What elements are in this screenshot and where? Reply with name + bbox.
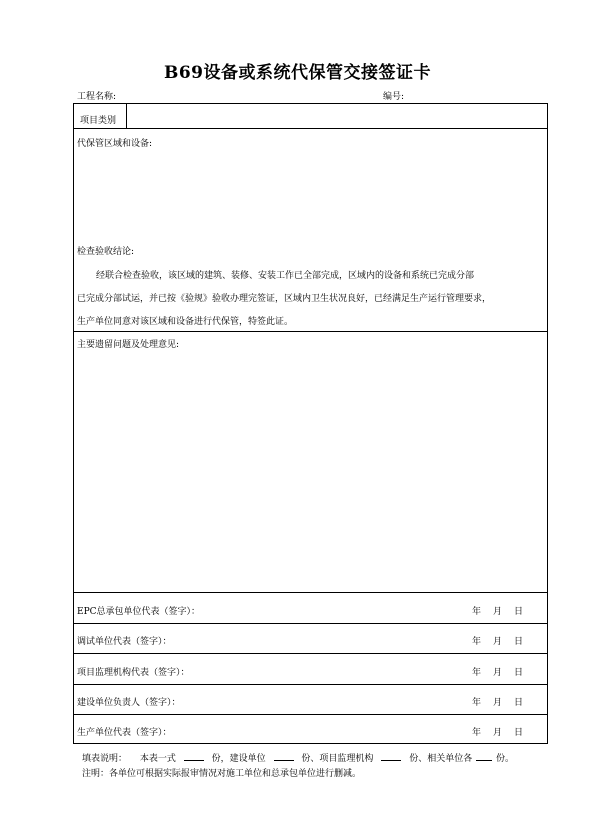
divider	[74, 684, 547, 685]
form-title: B69设备或系统代保管交接签证卡	[163, 63, 432, 83]
note-prefix: 填表说明：	[82, 754, 128, 764]
copies-total-blank[interactable]	[184, 751, 204, 761]
date-owner: 年 月 日	[471, 698, 523, 708]
conclusion-label: 检查验收结论:	[77, 247, 135, 257]
date-epc: 年 月 日	[471, 607, 523, 617]
divider	[74, 623, 547, 624]
signature-production: 生产单位代表（签字）：	[77, 728, 172, 738]
divider	[74, 128, 547, 129]
conclusion-line-2: 已完成分部试运，并已按《验规》验收办理完签证，区域内卫生状况良好，已经满足生产运行管理要求，	[77, 294, 492, 304]
copies-supervision-blank[interactable]	[381, 751, 401, 761]
issues-label: 主要遗留问题及处理意见:	[77, 340, 180, 350]
copies-owner-blank[interactable]	[274, 751, 294, 761]
category-value[interactable]	[127, 104, 547, 128]
conclusion-line-1: 经联合检查验收，该区域的建筑、装修、安装工作已全部完成，区域内的设备和系统已完成分部	[96, 271, 475, 281]
signature-owner: 建设单位负责人（签字）：	[77, 698, 181, 708]
project-name-label: 工程名称:	[77, 92, 117, 102]
signature-epc: EPC总承包单位代表（签字）：	[77, 607, 201, 617]
note-text: 注明：各单位可根据实际报审情况对施工单位和总承包单位进行删减。	[82, 769, 362, 779]
divider	[74, 331, 547, 332]
signature-commissioning: 调试单位代表（签字）：	[77, 637, 172, 647]
date-commissioning: 年 月 日	[471, 637, 523, 647]
category-label: 项目类别	[80, 116, 117, 126]
conclusion-line-3: 生产单位同意对该区域和设备进行代保管，特签此证。	[77, 317, 294, 327]
date-supervision: 年 月 日	[471, 668, 523, 678]
copies-supervision-text: 份、项目监理机构	[301, 754, 374, 764]
copies-owner-text: 份，建设单位	[211, 754, 266, 764]
area-label: 代保管区域和设备:	[77, 139, 153, 149]
copies-end-text: 份。	[495, 754, 514, 764]
divider	[74, 714, 547, 715]
fill-instructions	[82, 751, 514, 764]
divider	[74, 592, 547, 593]
copies-total-text: 本表一式	[139, 754, 176, 764]
sign-off-form	[73, 103, 548, 744]
number-label: 编号:	[383, 92, 405, 102]
copies-related-blank[interactable]	[476, 751, 492, 761]
copies-related-text: 份、相关单位各	[409, 754, 473, 764]
date-production: 年 月 日	[471, 728, 523, 738]
divider	[74, 653, 547, 654]
signature-supervision: 项目监理机构代表（签字）：	[77, 668, 190, 678]
